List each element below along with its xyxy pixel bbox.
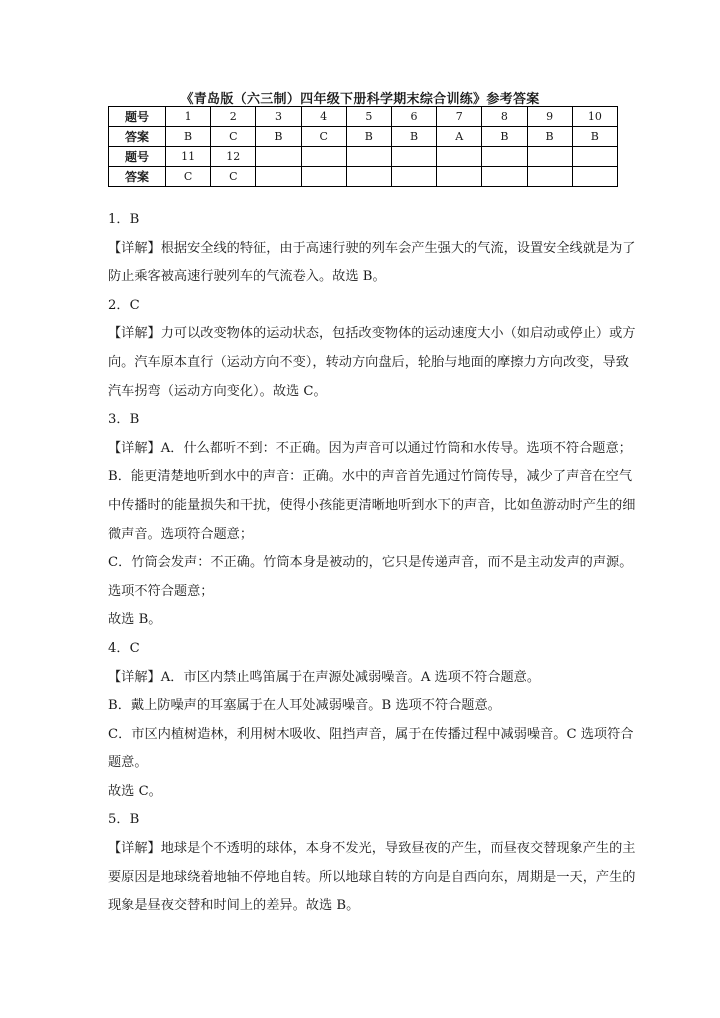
question-number-cell: 8	[482, 107, 527, 127]
explanation-line: 现象是昼夜交替和时间上的差异。故选 B。	[108, 898, 360, 914]
answer-cell: B	[572, 127, 617, 147]
question-number-cell	[527, 147, 572, 167]
answer-cell	[256, 167, 301, 187]
answer-cell	[346, 167, 391, 187]
question-number-cell	[346, 147, 391, 167]
question-number-cell	[301, 147, 346, 167]
explanation-line: 要原因是地球绕着地轴不停地自转。所以地球自转的方向是自西向东，周期是一天，产生的	[108, 869, 636, 885]
question-number-cell: 6	[391, 107, 436, 127]
explanation-line: B．戴上防噪声的耳塞属于在人耳处减弱噪音。B 选项不符合题意。	[108, 698, 501, 714]
question-number-cell	[482, 147, 527, 167]
explanation-line: 【详解】A．市区内禁止鸣笛属于在声源处减弱噪音。A 选项不符合题意。	[108, 669, 541, 685]
answer-cell: B	[482, 127, 527, 147]
explanation-line: B．能更清楚地听到水中的声音：正确。水中的声音首先通过竹筒传导，减少了声音在空气	[108, 469, 632, 485]
question-number-header: 题号	[109, 107, 166, 127]
answer-cell: C	[211, 167, 256, 187]
explanation-line: 【详解】力可以改变物体的运动状态，包括改变物体的运动速度大小（如启动或停止）或方	[108, 326, 636, 342]
answer-cell: B	[346, 127, 391, 147]
answer-cell	[391, 167, 436, 187]
answer-table	[108, 106, 618, 187]
answer-cell	[572, 167, 617, 187]
question-answer-line: 1．B	[108, 212, 140, 227]
answer-cell: C	[211, 127, 256, 147]
answer-cell: C	[166, 167, 211, 187]
question-number-cell: 9	[527, 107, 572, 127]
document-title: 《青岛版（六三制）四年级下册科学期末综合训练》参考答案	[180, 92, 540, 107]
explanation-line: 选项不符合题意；	[108, 583, 214, 599]
answer-cell: B	[527, 127, 572, 147]
question-number-cell: 1	[166, 107, 211, 127]
answer-cell: C	[301, 127, 346, 147]
explanation-line: 防止乘客被高速行驶列车的气流卷入。故选 B。	[108, 269, 386, 285]
question-answer-line: 5．B	[108, 812, 140, 828]
explanation-line: 故选 C。	[108, 783, 162, 799]
explanation-line: 微声音。选项符合题意；	[108, 526, 254, 542]
question-number-cell: 10	[572, 107, 617, 127]
answer-cell	[527, 167, 572, 187]
table-row	[109, 167, 618, 187]
answer-cell: B	[391, 127, 436, 147]
question-number-cell: 3	[256, 107, 301, 127]
explanation-line: C．竹筒会发声：不正确。竹筒本身是被动的，它只是传递声音，而不是主动发声的声源。	[108, 555, 633, 571]
question-number-cell: 4	[301, 107, 346, 127]
question-answer-line: 4．C	[108, 640, 140, 656]
answer-cell	[301, 167, 346, 187]
question-number-header: 题号	[109, 147, 166, 167]
answer-cell	[482, 167, 527, 187]
table-row	[109, 147, 618, 167]
question-number-cell: 11	[166, 147, 211, 167]
explanation-line: 向。汽车原本直行（运动方向不变），转动方向盘后，轮胎与地面的摩擦力方向改变，导致	[108, 354, 629, 370]
question-number-cell: 5	[346, 107, 391, 127]
explanation-line: 汽车拐弯（运动方向变化）。故选 C。	[108, 383, 327, 399]
question-answer-line: 2．C	[108, 297, 140, 313]
explanation-line: 故选 B。	[108, 612, 162, 628]
answer-cell: B	[256, 127, 301, 147]
question-number-cell: 12	[211, 147, 256, 167]
question-number-cell	[572, 147, 617, 167]
table-row	[109, 107, 618, 127]
question-number-cell	[256, 147, 301, 167]
explanation-line: 【详解】A．什么都听不到：不正确。因为声音可以通过竹筒和水传导。选项不符合题意；	[108, 440, 632, 456]
answer-cell: A	[437, 127, 482, 147]
question-number-cell: 2	[211, 107, 256, 127]
question-number-cell	[391, 147, 436, 167]
explanation-line: 中传播时的能量损失和干扰，使得小孩能更清晰地听到水下的声音，比如鱼游动时产生的细	[108, 497, 636, 513]
explanation-line: 【详解】根据安全线的特征，由于高速行驶的列车会产生强大的气流，设置安全线就是为了	[108, 240, 636, 256]
table-row	[109, 127, 618, 147]
answer-cell: B	[166, 127, 211, 147]
question-answer-line: 3．B	[108, 412, 140, 428]
explanation-line: C．市区内植树造林，利用树木吸收、阻挡声音，属于在传播过程中减弱噪音。C 选项符合	[108, 726, 634, 742]
question-number-cell: 7	[437, 107, 482, 127]
answer-header: 答案	[109, 127, 166, 147]
answer-cell	[437, 167, 482, 187]
explanation-line: 【详解】地球是个不透明的球体，本身不发光，导致昼夜的产生，而昼夜交替现象产生的主	[108, 841, 636, 857]
explanation-line: 题意。	[108, 755, 148, 771]
answer-explanations	[108, 206, 636, 921]
question-number-cell	[437, 147, 482, 167]
answer-header: 答案	[109, 167, 166, 187]
